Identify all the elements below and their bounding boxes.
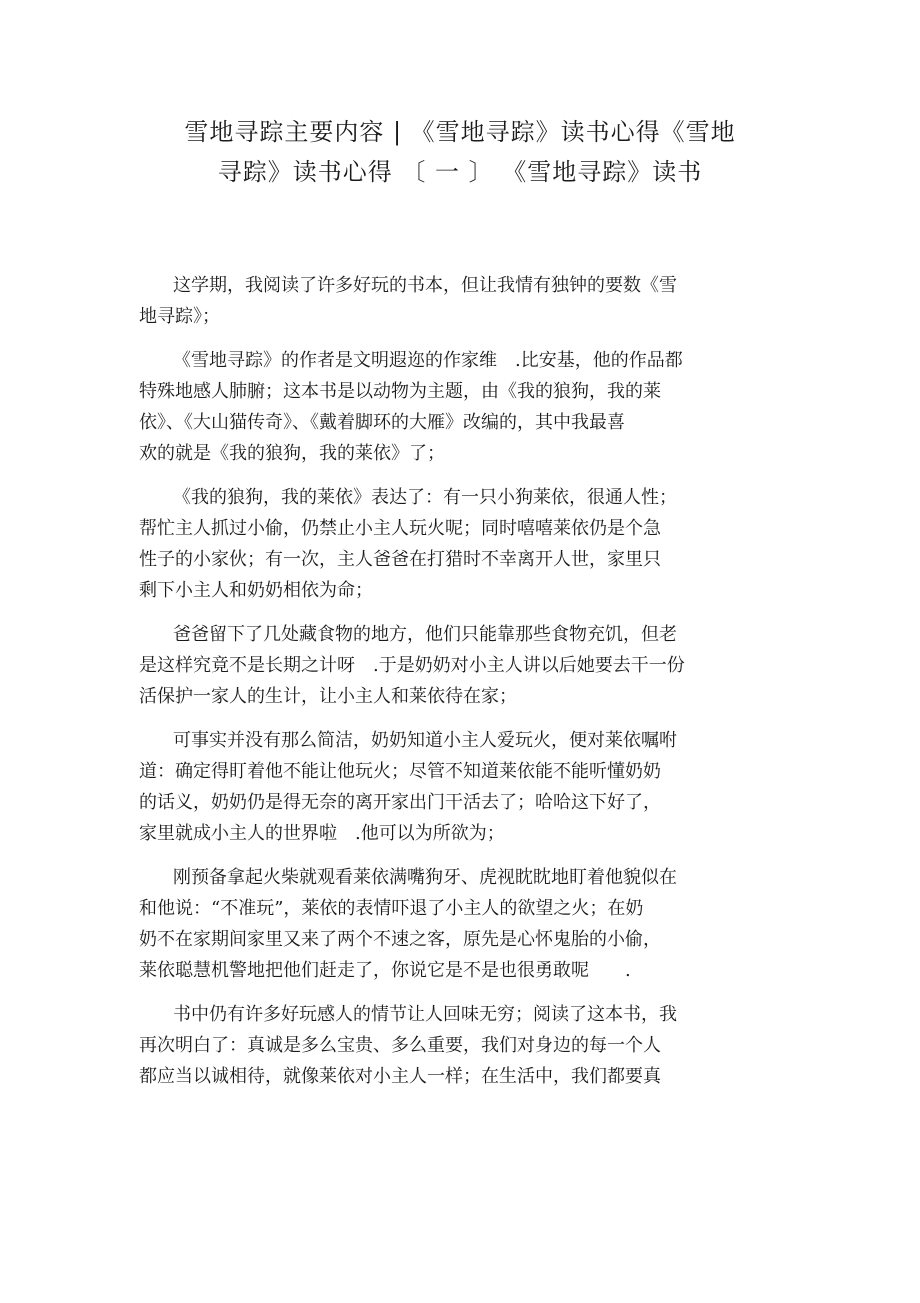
paragraph-line: 再次明白了：真诚是多么宝贵、多么重要，我们对身边的每一个人 [139, 1035, 661, 1056]
paragraph-line: 《雪地寻踪》的作者是文明遐迩的作家维 .比安基，他的作品都 [173, 350, 683, 371]
paragraph-line: 是这样究竟不是长期之计呀 .于是奶奶对小主人讲以后她要去干一份 [139, 655, 685, 676]
paragraph-line: 欢的就是《我的狼狗，我的莱依》了； [139, 443, 445, 464]
paragraph-line: 爸爸留下了几处藏食物的地方，他们只能靠那些食物充饥，但老 [173, 624, 677, 645]
paragraph-line: 道：确定得盯着他不能让他玩火；尽管不知道莱依能不能听懂奶奶 [139, 761, 661, 782]
paragraph-line: 都应当以诚相待，就像莱依对小主人一样；在生活中，我们都要真 [139, 1066, 661, 1087]
paragraph [139, 619, 779, 712]
title-line: 寻踪》读书心得 〔 一 〕 《雪地寻踪》读书 [217, 158, 703, 186]
paragraph-line: 地寻踪》； [139, 306, 220, 327]
paragraph-line: 这学期，我阅读了许多好玩的书本，但让我情有独钟的要数《雪 [173, 275, 677, 296]
paragraph [139, 999, 779, 1092]
paragraph-line: 家里就成小主人的世界啦 .他可以为所欲为； [139, 823, 505, 844]
paragraph [139, 725, 779, 849]
paragraph [139, 270, 779, 332]
paragraph-line: 帮忙主人抓过小偷，仍禁止小主人玩火呢；同时嘻嘻莱依仍是个急 [139, 518, 661, 539]
paragraph-line: 书中仍有许多好玩感人的情节让人回味无穷；阅读了这本书，我 [173, 1004, 677, 1025]
paragraph-line: 剩下小主人和奶奶相依为命； [139, 580, 373, 601]
paragraph-line: 特殊地感人肺腑；这本书是以动物为主题，由《我的狼狗，我的莱 [139, 381, 661, 402]
title-line: 雪地寻踪主要内容 | 《雪地寻踪》读书心得《雪地 [184, 118, 736, 146]
paragraph-line: 依》、《大山猫传奇》、《戴着脚环的大雁》改编的，其中我最喜 [139, 412, 625, 433]
paragraph-line: 莱依聪慧机警地把他们赶走了，你说它是不是也很勇敢呢 . [139, 960, 631, 981]
paragraph-line: 的话义，奶奶仍是得无奈的离开家出门干活去了；哈哈这下好了， [139, 792, 661, 813]
paragraph-line: 刚预备拿起火柴就观看莱依满嘴狗牙、虎视眈眈地盯着他貌似在 [173, 867, 677, 888]
paragraph [139, 345, 779, 469]
paragraph-line: 《我的狼狗，我的莱依》表达了：有一只小狗莱依，很通人性； [173, 487, 677, 508]
paragraph-line: 奶不在家期间家里又来了两个不速之客，原先是心怀鬼胎的小偷， [139, 929, 661, 950]
paragraph-line: 活保护一家人的生计，让小主人和莱依待在家； [139, 686, 517, 707]
document-body [139, 270, 779, 1105]
paragraph [139, 482, 779, 606]
paragraph [139, 862, 779, 986]
paragraph-line: 性子的小家伙；有一次，主人爸爸在打猎时不幸离开人世，家里只 [139, 549, 661, 570]
document-title [140, 112, 780, 192]
paragraph-line: 和他说：“不准玩”，莱依的表情吓退了小主人的欲望之火；在奶 [139, 898, 644, 919]
paragraph-line: 可事实并没有那么简洁，奶奶知道小主人爱玩火，便对莱依嘱咐 [173, 730, 677, 751]
